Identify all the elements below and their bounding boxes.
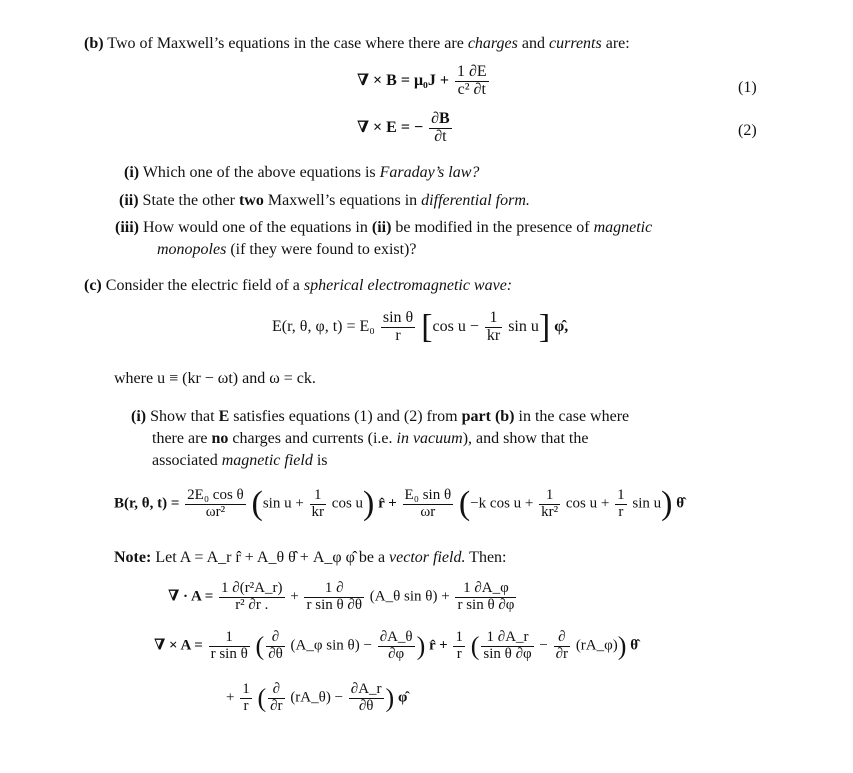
eq1-denominator: c² ∂t [457, 80, 486, 98]
electric-field-equation [272, 310, 568, 345]
div-fraction-3 [455, 581, 516, 614]
eq1-lhs: ∇ × B = μ₀J + [357, 71, 449, 89]
eq1-fraction [455, 64, 489, 99]
e-tail: φ̂, [554, 317, 569, 335]
part-c-q1-text-b: satisfies equations (1) and (2) from [229, 408, 462, 425]
e-sin: sin u [508, 317, 539, 335]
div-fraction-1 [219, 581, 284, 614]
curl-f6-den: ∂r [555, 645, 569, 662]
eq2-fraction [429, 111, 452, 146]
curl-f1-den: r sin θ [210, 645, 248, 662]
curl-t2: r̂ + [429, 637, 448, 654]
divergence-formula [168, 581, 518, 614]
curl-f5-den: sin θ ∂φ [483, 645, 532, 662]
part-b-q3-bold: (ii) [371, 219, 392, 236]
curl2-f2-den: ∂r [270, 697, 283, 714]
equation-1 [357, 64, 491, 99]
note-text: Let A = A_r r̂ + A_θ θ̂ + A_φ φ̂ be a [151, 549, 390, 566]
part-c-intro-text: Consider the electric field of a [105, 277, 304, 294]
curl-paren-close-1: ) [416, 631, 426, 661]
part-c-q1-line3-a: associated [152, 452, 222, 469]
e-lhs: E(r, θ, φ, t) = E₀ [272, 317, 375, 335]
e-fraction-2 [485, 310, 502, 345]
curl2-paren-close: ) [385, 683, 395, 713]
equation-1-number: (1) [738, 79, 757, 96]
div-mid: (A_θ sin θ) + [369, 588, 450, 605]
curl2-t2: φ̂ [397, 689, 408, 706]
curl-f2-num: ∂ [266, 630, 285, 647]
eq1-numerator: 1 ∂E [456, 63, 487, 80]
b-t7: θ̂ [676, 495, 685, 512]
b-paren-open-2: ( [458, 485, 471, 522]
div-f2-num: 1 ∂ [304, 581, 364, 598]
curl2-f1-num: 1 [242, 681, 250, 697]
b-f4-num: 1 [539, 488, 560, 505]
curl2-fraction-2 [268, 682, 284, 715]
curl2-f1-den: r [243, 697, 249, 714]
curl-f3-den: ∂φ [388, 645, 405, 662]
part-c-question-i-line3 [152, 451, 328, 470]
part-b-q2-text-b: Maxwell’s equations in [263, 192, 422, 209]
equation-2-number: (2) [738, 122, 757, 139]
part-c-question-i-line2 [152, 429, 588, 448]
curl-t3: − [539, 637, 548, 654]
part-b-intro-end: are: [601, 35, 630, 52]
curl-fraction-1 [209, 630, 250, 663]
b-fraction-2 [310, 488, 327, 521]
note-italic: vector field. [389, 549, 466, 566]
part-b-question-i [124, 163, 479, 182]
b-f5-num: 1 [617, 486, 625, 503]
curl2-fraction-1 [240, 682, 252, 715]
curl-formula-line-1 [154, 630, 638, 663]
b-f3-num: E₀ sin θ [404, 486, 452, 503]
part-c-q1-label: (i) [131, 408, 147, 425]
div-f2-den: r sin θ ∂θ [306, 596, 363, 613]
part-c-q1-line2-b: charges and currents (i.e. [228, 430, 397, 447]
curl2-f3-num: ∂A_r [350, 681, 382, 697]
part-b-q2-text-a: State the other [142, 192, 239, 209]
b-t6: sin u [632, 495, 662, 512]
part-b-q3-text-b: be modified in the presence of [391, 219, 594, 236]
part-b-q3-label: (iii) [115, 219, 139, 236]
curl2-f2-num: ∂ [268, 682, 284, 699]
b-fraction-5 [615, 488, 627, 521]
curl-fraction-4 [453, 630, 465, 663]
b-paren-open-1: ( [251, 485, 263, 522]
part-b-q3-text-c: (if they were found to exist)? [226, 241, 417, 258]
part-b-q2-italic: differential form. [421, 192, 530, 209]
eq2-lhs: ∇ × E = − [357, 118, 424, 136]
curl-t4: (rA_φ) [575, 637, 618, 654]
magnetic-field-equation [114, 487, 684, 521]
div-f1-num: 1 ∂(r²A_r) [221, 580, 283, 596]
e-right-bracket: ] [538, 308, 551, 346]
div-f3-den: r sin θ ∂φ [457, 596, 515, 613]
part-b-q3-text-a: How would one of the equations in [143, 219, 372, 236]
b-fraction-4 [539, 488, 560, 521]
part-b-q1-text: Which one of the above equations is [142, 164, 380, 181]
curl-f3-num: ∂A_θ [379, 629, 413, 645]
part-c-q1-text-a: Show that [150, 408, 219, 425]
e-f2-den: kr [486, 326, 501, 344]
e-f2-num: 1 [485, 310, 502, 328]
curl-fraction-6 [554, 630, 570, 663]
note [114, 548, 507, 567]
part-c-q1-line2-c: ), and show that the [462, 430, 589, 447]
b-t2: cos u [331, 495, 364, 512]
curl2-fraction-3 [349, 682, 384, 715]
part-b-intro-currents: currents [548, 35, 602, 52]
curl-lhs: ∇ × A = [154, 637, 203, 654]
b-lhs: B(r, θ, t) = [114, 495, 180, 512]
part-b-q3-italic-b: monopoles [157, 241, 227, 258]
part-c-q1-text-c: in the case where [514, 408, 630, 425]
b-t4: −k cos u + [470, 495, 534, 512]
curl-f2-den: ∂θ [268, 645, 283, 662]
curl-f5-num: 1 ∂A_r [481, 630, 533, 647]
e-left-bracket: [ [421, 308, 433, 346]
part-c-q1-line2-a: there are [152, 430, 212, 447]
curl-t1: (A_φ sin θ) − [290, 637, 372, 654]
div-f1-den: r² ∂r . [235, 596, 269, 613]
b-fraction-1 [185, 488, 246, 521]
part-c-intro-italic: spherical electromagnetic wave: [303, 277, 513, 294]
part-b-q3-italic-a: magnetic [593, 219, 653, 236]
curl2-paren-open: ( [257, 683, 267, 713]
curl-paren-close-2: ) [617, 631, 627, 661]
eq2-numerator: ∂B [431, 110, 450, 127]
equation-2 [357, 111, 454, 146]
curl-f4-den: r [456, 645, 462, 662]
part-b-intro-text: Two of Maxwell’s equations in the case where there are [107, 35, 468, 52]
curl-fraction-2 [266, 630, 285, 663]
curl2-t1: (rA_θ) − [290, 689, 344, 706]
part-c-intro [84, 276, 512, 295]
part-c-q1-line3-italic: magnetic field [221, 452, 313, 469]
e-f1-num: sin θ [382, 309, 414, 326]
part-c-q1-line2-bold: no [211, 430, 229, 447]
b-f1-num: 2E₀ cos θ [187, 486, 244, 503]
part-b-question-iii-line2 [157, 240, 416, 259]
div-plus-1: + [290, 588, 299, 605]
e-cos: cos u − [432, 317, 479, 335]
b-fraction-3 [403, 488, 454, 521]
part-b-intro-charges: charges [467, 35, 518, 52]
part-b-intro [84, 34, 630, 53]
curl-formula-line-2 [226, 682, 407, 715]
b-t5: cos u + [565, 495, 610, 512]
curl-paren-open-1: ( [255, 631, 265, 661]
part-b-intro-and: and [517, 35, 549, 52]
note-then: Then: [465, 549, 507, 566]
e-f1-den: r [395, 326, 401, 344]
part-b-question-iii [115, 218, 652, 237]
part-b-label: (b) [84, 35, 104, 52]
curl-paren-open-2: ( [470, 631, 480, 661]
curl-fraction-3 [378, 630, 415, 663]
part-c-q1-bold: part (b) [461, 408, 515, 425]
div-fraction-2 [304, 581, 364, 614]
part-b-q1-italic: Faraday’s law? [379, 164, 480, 181]
b-t3: r̂ + [378, 495, 397, 512]
part-b-q1-label: (i) [124, 164, 140, 181]
curl-f1-num: 1 [209, 630, 250, 647]
part-c-label: (c) [84, 277, 102, 294]
curl-fraction-5 [481, 630, 533, 663]
b-paren-close-2: ) [661, 485, 673, 522]
eq2-denominator: ∂t [434, 127, 447, 145]
b-f4-den: kr² [541, 503, 559, 520]
part-b-q2-bold: two [238, 192, 264, 209]
e-fraction-1 [381, 310, 415, 345]
b-f3-den: ωr [420, 503, 436, 520]
part-b-question-ii [119, 191, 530, 210]
part-c-q1-line2-italic: in vacuum [396, 430, 463, 447]
part-c-question-i [131, 407, 629, 426]
div-f3-num: 1 ∂A_φ [455, 581, 516, 598]
note-label: Note: [114, 549, 152, 566]
part-c-q1-E: E [218, 408, 230, 425]
b-f2-den: kr [311, 503, 325, 520]
b-t1: sin u + [262, 495, 304, 512]
b-f2-num: 1 [310, 488, 327, 505]
b-f5-den: r [618, 503, 624, 520]
part-b-q2-label: (ii) [119, 192, 139, 209]
curl2-plus: + [226, 689, 235, 706]
curl-f6-num: ∂ [554, 630, 570, 647]
where-clause: where u ≡ (kr − ωt) and ω = ck. [114, 370, 316, 387]
b-paren-close-1: ) [363, 485, 375, 522]
part-c-q1-line3-b: is [312, 452, 328, 469]
curl2-f3-den: ∂θ [358, 697, 374, 714]
div-lhs: ∇ · A = [168, 588, 214, 605]
curl-f4-num: 1 [455, 629, 463, 645]
curl-t5: θ̂ [630, 637, 639, 654]
b-f1-den: ωr² [205, 503, 226, 520]
